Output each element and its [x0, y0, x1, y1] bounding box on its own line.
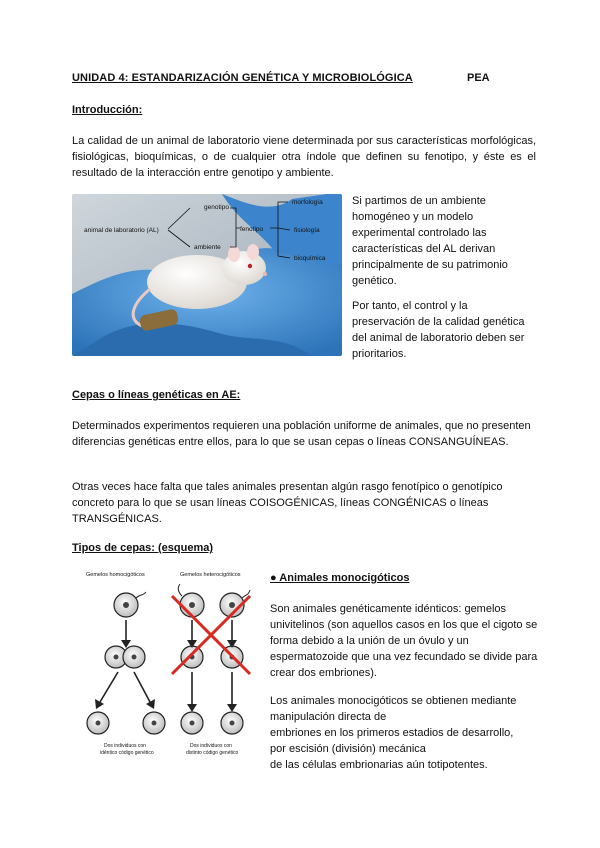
monocigoticos-line-4: por escisión (división) mecánica	[270, 743, 426, 755]
zygote-cell	[114, 592, 146, 617]
monocigoticos-line-2: manipulación directa de	[270, 711, 387, 723]
intro-paragraph: La calidad de un animal de laboratorio viene determinada por sus características morfológicas, fisiológicas, bioquímicas, o de cualquier otra índole que definen su fenotipo, y éste es el resultado de la interacción entre genotipo y ambiente.	[72, 135, 536, 179]
diagram-bioquimica: bioquímica	[294, 255, 326, 262]
twins-diagram	[80, 568, 256, 758]
diagram-morfologia: morfología	[292, 199, 323, 206]
document-tag: PEA	[467, 72, 490, 84]
document-title: UNIDAD 4: ESTANDARIZACIÓN GENÉTICA Y MICROBIOLÓGICA	[72, 72, 413, 84]
fig-right-title: Gemelos heterocigóticos	[180, 572, 241, 578]
intro-heading: Introducción:	[72, 104, 143, 116]
monocigoticos-paragraph-1: Son animales genéticamente idénticos: gemelos univitelinos (son aquellos casos en los que el cigoto se forma debido a la unión de un óvulo y un espermatozoide que una vez fecundado se divide para crear dos embriones).	[270, 603, 538, 679]
monocigoticos-line-1: Los animales monocigóticos se obtienen mediante	[270, 695, 517, 707]
two-cell-embryo	[105, 646, 145, 668]
tipos-heading: Tipos de cepas: (esquema)	[72, 542, 214, 554]
cepas-heading: Cepas o líneas genéticas en AE:	[72, 389, 241, 401]
side-text-1: Si partimos de un ambiente homogéneo y un modelo experimental controlado las características del AL derivan principalmente de su patrimonio genético.	[352, 195, 508, 287]
diagram-fenotipo: fenotipo	[240, 226, 264, 233]
monocigoticos-heading: ● Animales monocigóticos	[270, 572, 410, 584]
cepas-paragraph-1: Determinados experimentos requieren una población uniforme de animales, que no presenten diferencias genéticas entre ellos, para lo que se usan cepas o líneas CONSANGUÍNEAS.	[72, 420, 531, 448]
diagram-fisiologia: fisiología	[294, 227, 320, 234]
side-text-2: Por tanto, el control y la preservación de la calidad genética del animal de laboratorio deben ser prioritarios.	[352, 300, 525, 360]
monocigoticos-paragraph-2	[270, 693, 550, 773]
diagram-ambiente: ambiente	[194, 244, 221, 251]
cepas-paragraph-2: Otras veces hace falta que tales animales presentan algún rasgo fenotípico o genotípico concreto para lo que se usan líneas COISOGÉNICAS, líneas CONGÉNICAS o líneas TRANSGÉNICAS.	[72, 481, 503, 525]
fig-right-caption-2: distinto código genético	[186, 750, 239, 756]
fig-right-caption-1: Dos individuos con	[190, 743, 232, 749]
monocigoticos-line-3: embriones en los primeros estadios de desarrollo,	[270, 727, 514, 739]
fig-left-title: Gemelos homocigóticos	[86, 572, 145, 578]
fig-left-caption-1: Dos individuos con	[104, 743, 146, 749]
diagram-animal-label: animal de laboratorio (AL)	[84, 227, 159, 234]
mouse-glove-illustration	[72, 194, 342, 356]
lab-mouse-photo	[72, 194, 342, 356]
fig-left-caption-2: idéntico código genético	[100, 750, 154, 756]
diagram-genotipo: genotipo	[204, 204, 229, 211]
monocigoticos-line-5: de las células embrionarias aún totipotentes.	[270, 759, 488, 771]
